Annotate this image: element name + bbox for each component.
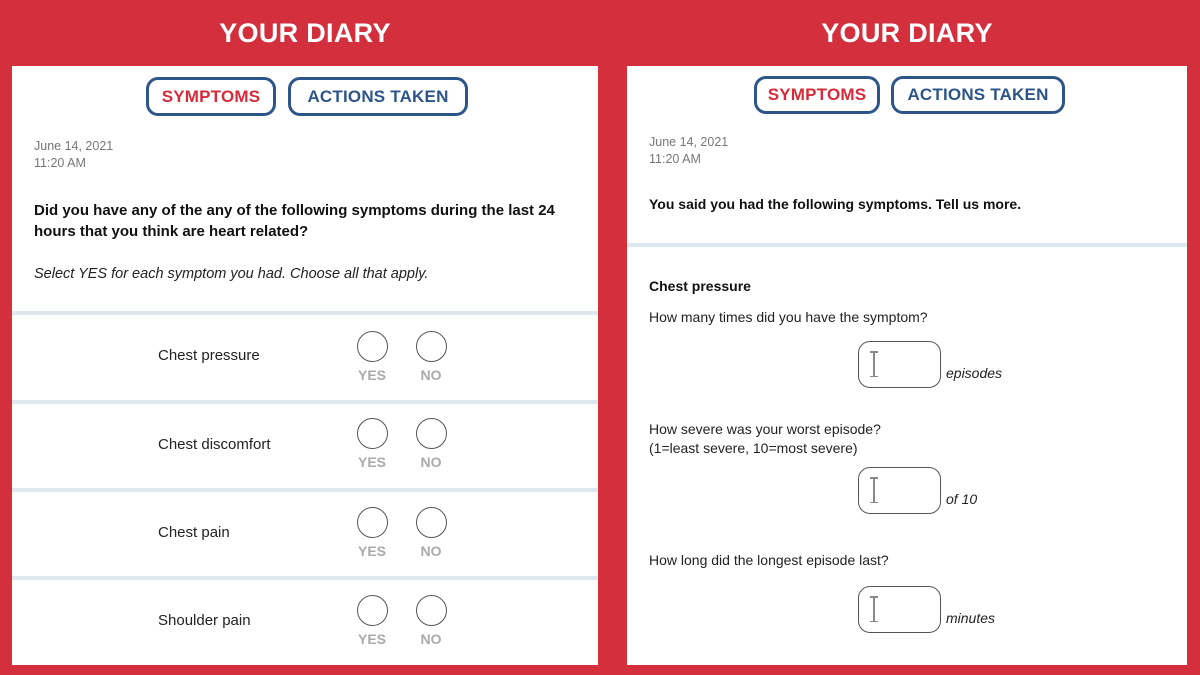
symptoms-question: Did you have any of the any of the following symptoms during the last 24 hours that you think are heart related? [34,202,555,240]
question-severity: How severe was your worst episode? [649,421,881,437]
entry-date: June 14, 2021 [649,135,729,149]
left-diary-panel [12,66,598,665]
entry-time: 11:20 AM [34,156,86,170]
yes-label: YES [357,631,386,647]
symptoms-tab[interactable]: SYMPTOMS [754,76,880,114]
entry-date: June 14, 2021 [34,139,114,153]
text-cursor-icon [870,351,878,377]
entry-time: 11:20 AM [649,152,701,166]
symptom-label: Chest pain [158,524,230,541]
actions-taken-tab[interactable]: ACTIONS TAKEN [288,77,468,116]
yes-radio[interactable] [357,507,388,538]
text-cursor-icon [870,477,878,503]
episodes-unit: episodes [946,365,1003,381]
no-label: NO [420,543,442,559]
left-diary-title: YOUR DIARY [219,18,391,48]
select-instruction: Select YES for each symptom you had. Choose all that apply. [34,266,429,282]
symptoms-tab[interactable]: SYMPTOMS [146,77,276,116]
right-diary-panel [627,66,1187,665]
symptom-label: Chest pressure [158,347,260,364]
symptom-row-shoulder-pain [12,580,598,665]
yes-label: YES [357,543,386,559]
no-radio[interactable] [416,418,447,449]
symptom-label: Chest discomfort [158,436,271,453]
no-label: NO [420,367,442,383]
symptom-row-chest-pressure [12,315,598,400]
section-title-chest-pressure: Chest pressure [649,278,751,294]
text-cursor-icon [870,596,878,622]
no-radio[interactable] [416,595,447,626]
duration-unit: minutes [946,610,996,626]
symptom-row-chest-pain [12,492,598,577]
yes-radio[interactable] [357,331,388,362]
no-label: NO [420,631,442,647]
yes-label: YES [357,454,386,470]
right-diary-title: YOUR DIARY [821,18,993,48]
question-episode-count: How many times did you have the symptom? [649,309,928,325]
symptom-label: Shoulder pain [158,612,251,629]
divider [627,243,1187,247]
severity-scale-hint: (1=least severe, 10=most severe) [649,440,858,456]
question-duration: How long did the longest episode last? [649,552,889,568]
tell-us-more-intro: You said you had the following symptoms. Tell us more. [649,196,1022,212]
yes-label: YES [357,367,386,383]
actions-taken-tab[interactable]: ACTIONS TAKEN [891,76,1065,114]
no-radio[interactable] [416,331,447,362]
no-label: NO [420,454,442,470]
yes-radio[interactable] [357,595,388,626]
no-radio[interactable] [416,507,447,538]
symptom-row-chest-discomfort [12,404,598,489]
severity-unit: of 10 [946,491,978,507]
yes-radio[interactable] [357,418,388,449]
